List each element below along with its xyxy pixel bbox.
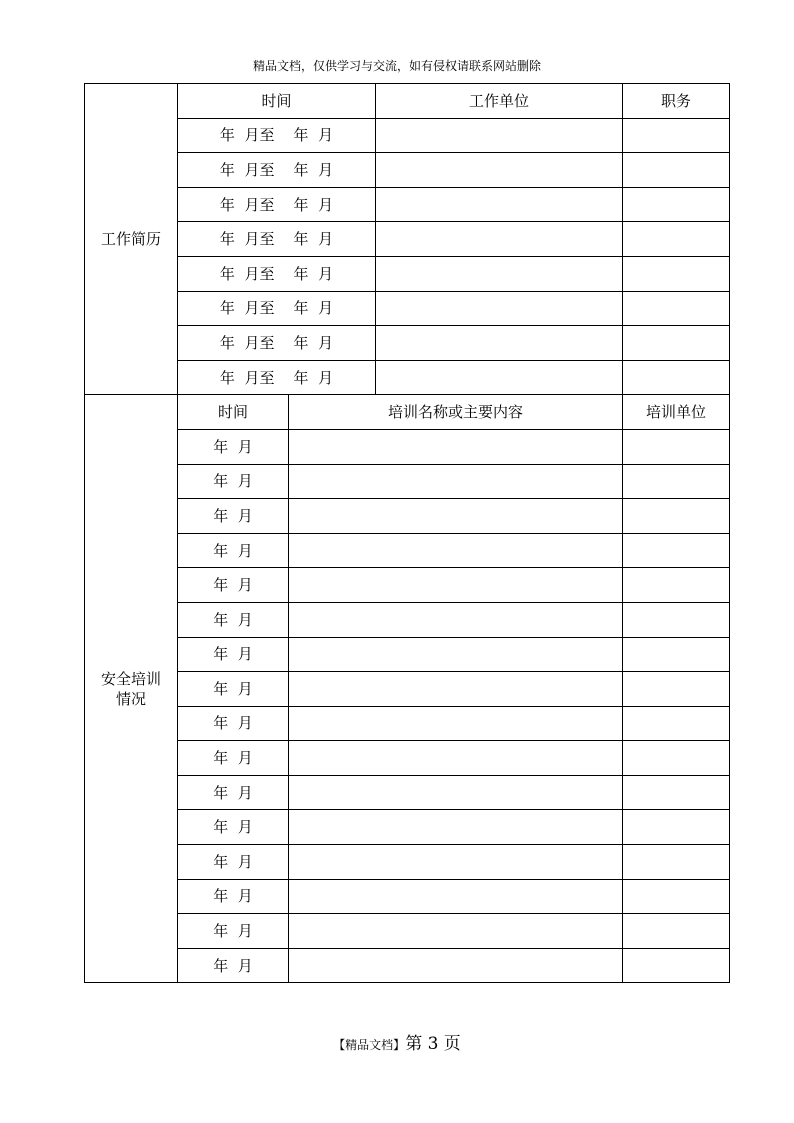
training-unit-cell[interactable] (623, 741, 730, 776)
training-unit-cell[interactable] (623, 533, 730, 568)
training-unit-cell[interactable] (623, 672, 730, 707)
training-time-cell: 年 月 (178, 879, 289, 914)
work-unit-cell[interactable] (376, 153, 623, 188)
table-row (85, 187, 730, 222)
training-unit-cell[interactable] (623, 879, 730, 914)
table-row (85, 602, 730, 637)
page-footer (0, 1033, 794, 1056)
column-header-position: 职务 (623, 84, 730, 119)
table-row (85, 464, 730, 499)
training-unit-cell[interactable] (623, 706, 730, 741)
table-row (85, 914, 730, 949)
table-row (85, 672, 730, 707)
page-number: 第 3 页 (405, 1034, 461, 1054)
training-time-cell: 年 月 (178, 706, 289, 741)
safety-training-label-line2: 情况 (115, 689, 146, 708)
training-time-cell: 年 月 (178, 845, 289, 880)
column-header-training-time: 时间 (178, 395, 289, 430)
work-unit-cell[interactable] (376, 256, 623, 291)
work-history-section (85, 84, 730, 395)
work-time-cell: 年 月至 年 月 (178, 326, 376, 361)
training-unit-cell[interactable] (623, 464, 730, 499)
training-content-cell[interactable] (289, 775, 623, 810)
safety-training-label (85, 395, 178, 983)
position-cell[interactable] (623, 360, 730, 395)
work-time-cell: 年 月至 年 月 (178, 222, 376, 257)
table-row (85, 775, 730, 810)
training-content-cell[interactable] (289, 741, 623, 776)
work-unit-cell[interactable] (376, 187, 623, 222)
training-content-cell[interactable] (289, 429, 623, 464)
work-history-header-row (85, 84, 730, 119)
work-unit-cell[interactable] (376, 291, 623, 326)
work-time-cell: 年 月至 年 月 (178, 187, 376, 222)
work-time-cell: 年 月至 年 月 (178, 360, 376, 395)
table-row (85, 948, 730, 983)
table-row (85, 499, 730, 534)
table-row (85, 429, 730, 464)
table-row (85, 222, 730, 257)
training-content-cell[interactable] (289, 672, 623, 707)
training-time-cell: 年 月 (178, 429, 289, 464)
table-row (85, 326, 730, 361)
training-unit-cell[interactable] (623, 429, 730, 464)
training-content-cell[interactable] (289, 706, 623, 741)
safety-training-label-line1: 安全培训 (100, 669, 161, 688)
training-unit-cell[interactable] (623, 568, 730, 603)
resume-form-table (84, 83, 730, 983)
training-time-cell: 年 月 (178, 775, 289, 810)
position-cell[interactable] (623, 118, 730, 153)
table-row (85, 118, 730, 153)
training-unit-cell[interactable] (623, 602, 730, 637)
training-content-cell[interactable] (289, 602, 623, 637)
table-row (85, 845, 730, 880)
work-unit-cell[interactable] (376, 360, 623, 395)
training-unit-cell[interactable] (623, 499, 730, 534)
training-content-cell[interactable] (289, 533, 623, 568)
training-content-cell[interactable] (289, 810, 623, 845)
table-row (85, 741, 730, 776)
training-content-cell[interactable] (289, 499, 623, 534)
table-row (85, 810, 730, 845)
training-time-cell: 年 月 (178, 948, 289, 983)
work-unit-cell[interactable] (376, 118, 623, 153)
work-unit-cell[interactable] (376, 326, 623, 361)
training-content-cell[interactable] (289, 879, 623, 914)
table-row (85, 291, 730, 326)
column-header-time: 时间 (178, 84, 376, 119)
training-time-cell: 年 月 (178, 672, 289, 707)
training-time-cell: 年 月 (178, 499, 289, 534)
work-unit-cell[interactable] (376, 222, 623, 257)
position-cell[interactable] (623, 222, 730, 257)
training-content-cell[interactable] (289, 568, 623, 603)
header-note: 精品文档，仅供学习与交流，如有侵权请联系网站删除 (252, 59, 541, 73)
training-content-cell[interactable] (289, 914, 623, 949)
training-unit-cell[interactable] (623, 637, 730, 672)
training-content-cell[interactable] (289, 637, 623, 672)
training-time-cell: 年 月 (178, 464, 289, 499)
work-history-label: 工作简历 (85, 84, 178, 395)
training-unit-cell[interactable] (623, 775, 730, 810)
training-content-cell[interactable] (289, 948, 623, 983)
work-time-cell: 年 月至 年 月 (178, 118, 376, 153)
training-unit-cell[interactable] (623, 845, 730, 880)
table-row (85, 706, 730, 741)
training-unit-cell[interactable] (623, 914, 730, 949)
position-cell[interactable] (623, 256, 730, 291)
safety-training-section (85, 395, 730, 983)
work-time-cell: 年 月至 年 月 (178, 291, 376, 326)
work-time-cell: 年 月至 年 月 (178, 153, 376, 188)
position-cell[interactable] (623, 326, 730, 361)
training-time-cell: 年 月 (178, 810, 289, 845)
column-header-training-unit: 培训单位 (623, 395, 730, 430)
table-row (85, 637, 730, 672)
table-row (85, 360, 730, 395)
position-cell[interactable] (623, 187, 730, 222)
training-content-cell[interactable] (289, 845, 623, 880)
column-header-training-content: 培训名称或主要内容 (289, 395, 623, 430)
training-time-cell: 年 月 (178, 602, 289, 637)
training-time-cell: 年 月 (178, 637, 289, 672)
work-time-cell: 年 月至 年 月 (178, 256, 376, 291)
training-unit-cell[interactable] (623, 810, 730, 845)
training-unit-cell[interactable] (623, 948, 730, 983)
table-row (85, 153, 730, 188)
training-content-cell[interactable] (289, 464, 623, 499)
table-row (85, 879, 730, 914)
training-time-cell: 年 月 (178, 568, 289, 603)
table-row (85, 256, 730, 291)
position-cell[interactable] (623, 153, 730, 188)
training-time-cell: 年 月 (178, 741, 289, 776)
table-row (85, 533, 730, 568)
position-cell[interactable] (623, 291, 730, 326)
footer-label: 【精品文档】 (333, 1038, 406, 1052)
table-row (85, 568, 730, 603)
training-header-row (85, 395, 730, 430)
column-header-work-unit: 工作单位 (376, 84, 623, 119)
training-time-cell: 年 月 (178, 533, 289, 568)
training-time-cell: 年 月 (178, 914, 289, 949)
